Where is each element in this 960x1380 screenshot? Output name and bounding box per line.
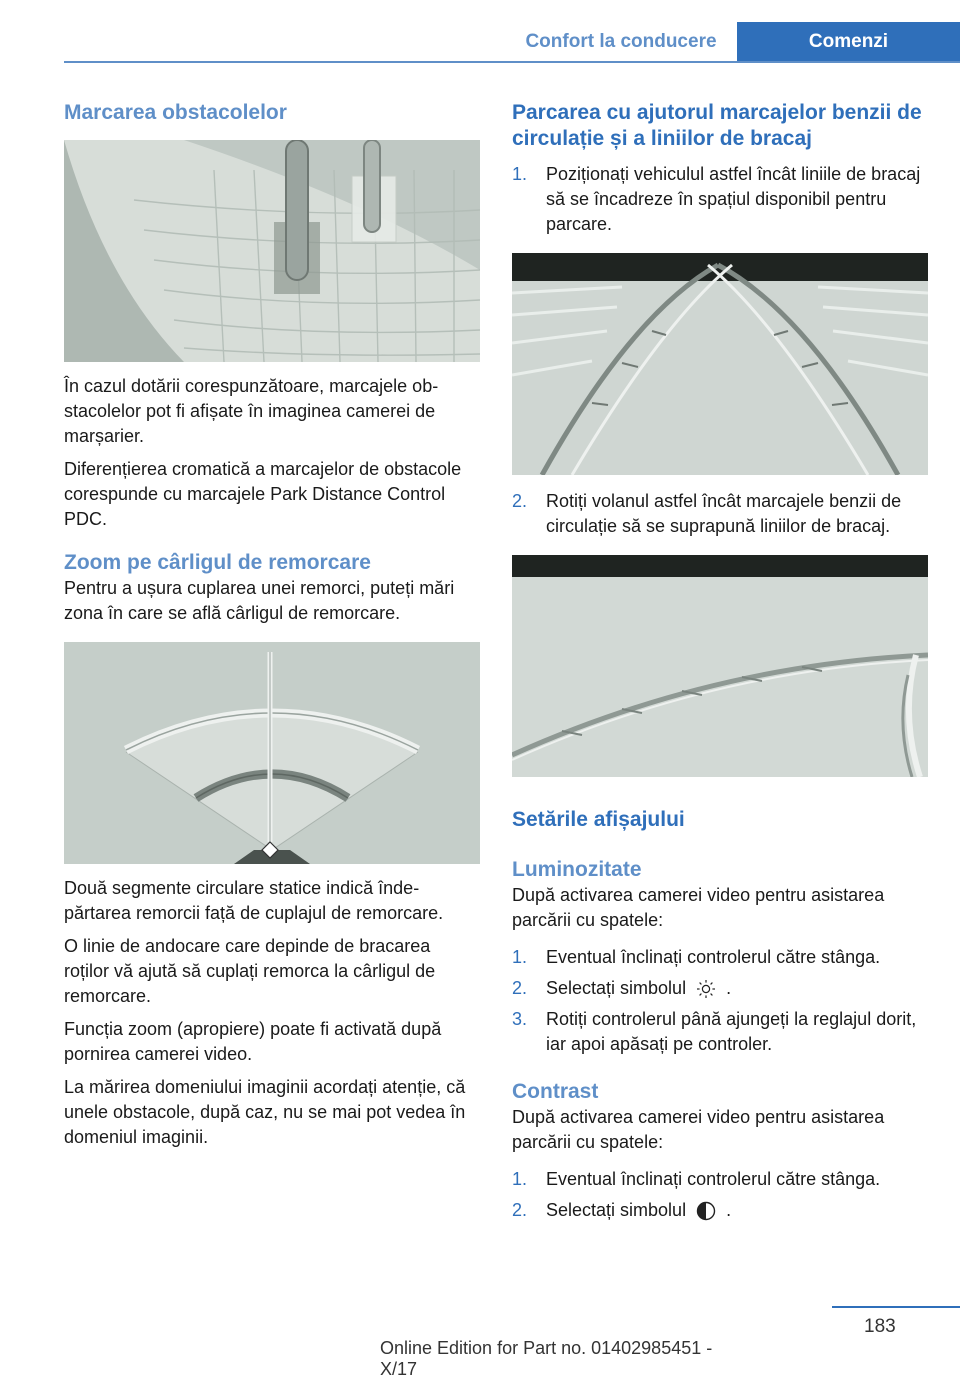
heading-parking-lines: Parcarea cu ajutorul marcajelor benzii de circulație și a liniilor de bracaj [512, 101, 922, 150]
parking-steps-part-1 [512, 162, 928, 237]
hitch-paragraph-2: O linie de andocare care depinde de bracarea roților vă ajută să cuplați remorca la cârligul de remorcare. [64, 936, 436, 1006]
contrast-steps [512, 1167, 928, 1223]
step-text: Poziționați vehiculul astfel încât liniile de bracaj să se încadreze în spațiul disponibil pentru parcare. [546, 164, 921, 234]
step-number: 1. [512, 1169, 528, 1189]
step-number: 2. [512, 978, 528, 998]
contrast-intro: După activarea camerei video pentru asistarea parcării cu spatele: [512, 1107, 885, 1152]
heading-contrast: Contrast [512, 1080, 599, 1103]
step-text-end: . [726, 1200, 732, 1220]
hitch-zoom-intro: Pentru a ușura cuplarea unei remorci, puteți mări zona în care se află cârligul de remorcare. [64, 578, 455, 623]
page-number-rule [832, 1306, 960, 1308]
contrast-step-2 [512, 1198, 928, 1223]
header-active-tab: Comenzi [737, 22, 960, 62]
parking-step-1 [512, 162, 928, 237]
brightness-step-3 [512, 1007, 928, 1057]
turning-lines-image [512, 253, 928, 475]
brightness-intro: După activarea camerei video pentru asistarea parcării cu spatele: [512, 885, 885, 930]
step-text: Eventual înclinați controlerul către stânga. [546, 1169, 881, 1189]
step-number: 2. [512, 491, 528, 511]
parking-steps-part-2 [512, 489, 928, 539]
hitch-zoom-image [64, 642, 480, 864]
step-text: Selectați simbolul [546, 978, 687, 998]
contrast-step-1 [512, 1167, 928, 1192]
left-column [64, 100, 480, 1150]
right-column [512, 100, 928, 1223]
lane-overlay-image [512, 555, 928, 777]
step-text: Rotiți controlerul până ajungeți la reglajul dorit, iar apoi apăsați pe controler. [546, 1009, 917, 1054]
step-text-end: . [726, 978, 732, 998]
heading-hitch-zoom: Zoom pe cârligul de remorcare [64, 551, 371, 574]
parking-step-2 [512, 489, 928, 539]
step-number: 2. [512, 1200, 528, 1220]
step-number: 3. [512, 1009, 528, 1029]
heading-obstacle-marking: Marcarea obstacolelor [64, 101, 287, 124]
hitch-paragraph-1: Două segmente circulare statice indică îndepărtarea remorcii față de cuplajul de remorcare. [64, 878, 444, 923]
header-section-label: Confort la conducere [525, 31, 717, 52]
heading-brightness: Luminozitate [512, 858, 642, 881]
brightness-steps [512, 945, 928, 1057]
hitch-paragraph-4: La mărirea domeniului imaginii acordați atenție, că unele obstacole, după caz, nu se mai pot vedea în domeniul imaginii. [64, 1077, 466, 1147]
obstacle-marking-image [64, 140, 480, 362]
sun-icon [696, 979, 716, 999]
edition-footer: Online Edition for Part no. 01402985451 - X/17 [380, 1338, 713, 1379]
page-number: 183 [864, 1316, 896, 1337]
step-text: Rotiți volanul astfel încât marcajele benzii de circulație să se suprapună liniilor de bracaj. [546, 491, 902, 536]
step-number: 1. [512, 947, 528, 967]
step-text: Selectați simbolul [546, 1200, 687, 1220]
brightness-step-1 [512, 945, 928, 970]
contrast-icon [696, 1201, 716, 1221]
obstacle-paragraph-1: În cazul dotării corespunzătoare, marcajele obstacolelor pot fi afișate în imaginea camerei de marșarier. [64, 376, 439, 446]
obstacle-paragraph-2: Diferențierea cromatică a marcajelor de obstacole corespunde cu marcajele Park Distance Control PDC. [64, 459, 462, 529]
header-divider [64, 61, 960, 63]
brightness-step-2 [512, 976, 928, 1001]
heading-display-settings: Setările afișajului [512, 808, 685, 831]
hitch-paragraph-3: Funcția zoom (apropiere) poate fi activată după pornirea camerei video. [64, 1019, 442, 1064]
step-number: 1. [512, 164, 528, 184]
step-text: Eventual înclinați controlerul către stânga. [546, 947, 881, 967]
